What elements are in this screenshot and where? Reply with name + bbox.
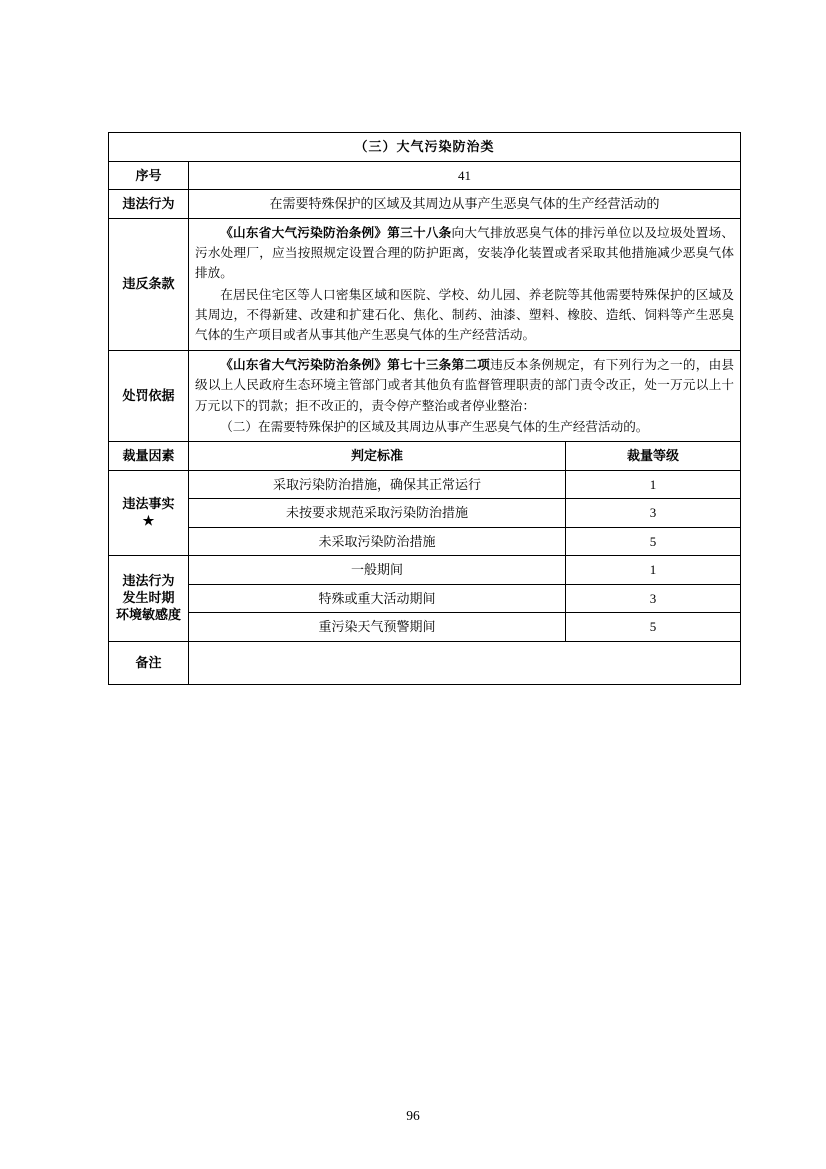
time-sensitivity-line-3: 环境敏感度 [115, 607, 181, 623]
header-grade: 裁量等级 [566, 442, 741, 471]
penalty-basis-law-ref: 《山东省大气污染防治条例》第七十三条第二项 [220, 357, 491, 372]
label-penalty-basis: 处罚依据 [109, 350, 189, 442]
violated-clause-paragraph-1 [195, 223, 734, 284]
grade-cell: 3 [566, 499, 741, 528]
grade-cell: 5 [566, 527, 741, 556]
grade-cell: 1 [566, 556, 741, 585]
violation-fact-label-text: 违法事实 [122, 496, 175, 512]
table-row-penalty-basis [109, 350, 741, 442]
criterion-cell: 重污染天气预警期间 [189, 613, 566, 642]
criterion-cell: 采取污染防治措施，确保其正常运行 [189, 470, 566, 499]
label-violation-act: 违法行为 [109, 190, 189, 219]
header-criterion: 判定标准 [189, 442, 566, 471]
value-serial: 41 [189, 161, 741, 190]
criterion-cell: 未按要求规范采取污染防治措施 [189, 499, 566, 528]
table-row-header-criteria [109, 442, 741, 471]
label-discretion-factor: 裁量因素 [109, 442, 189, 471]
grade-cell: 3 [566, 584, 741, 613]
table-row-remark [109, 641, 741, 684]
violated-clause-paragraph-2: 在居民住宅区等人口密集区域和医院、学校、幼儿园、养老院等其他需要特殊保护的区域及其周边，不得新建、改建和扩建石化、焦化、制药、油漆、塑料、橡胶、造纸、饲料等产生恶臭气体的生产项目或者从事其他产生恶臭气体的生产经营活动。 [195, 287, 735, 343]
label-violation-fact [109, 470, 189, 556]
page-title: （三）大气污染防治类 [109, 133, 741, 162]
grade-cell: 1 [566, 470, 741, 499]
violated-clause-law-ref: 《山东省大气污染防治条例》第三十八条 [220, 225, 452, 240]
label-time-sensitivity [109, 556, 189, 642]
page-number: 96 [406, 1108, 420, 1123]
table-row-violated-clause [109, 218, 741, 350]
table-row-serial [109, 161, 741, 190]
table-row [109, 499, 741, 528]
value-remark [189, 641, 741, 684]
table-row [109, 613, 741, 642]
criterion-cell: 一般期间 [189, 556, 566, 585]
label-violated-clause: 违反条款 [109, 218, 189, 350]
value-penalty-basis [189, 350, 741, 442]
criterion-cell: 特殊或重大活动期间 [189, 584, 566, 613]
time-sensitivity-line-1: 违法行为 [122, 573, 175, 589]
criterion-cell: 未采取污染防治措施 [189, 527, 566, 556]
value-violation-act: 在需要特殊保护的区域及其周边从事产生恶臭气体的生产经营活动的 [189, 190, 741, 219]
penalty-basis-text-1: 违反本条例规定，有下列行为之一的，由县级以上人民政府生态环境主管部门或者其他负有监督管理职责的部门责令改正，处一万元以上十万元以下的罚款；拒不改正的，责令停产整治或者停业整治： [195, 357, 735, 413]
table-row [109, 556, 741, 585]
grade-cell: 5 [566, 613, 741, 642]
table-row-violation-act [109, 190, 741, 219]
penalty-basis-paragraph-1 [195, 355, 734, 416]
table-row-title [109, 133, 741, 162]
label-serial: 序号 [109, 161, 189, 190]
time-sensitivity-line-2: 发生时期 [122, 590, 175, 606]
star-icon: ★ [142, 513, 155, 529]
penalty-discretion-table [108, 132, 741, 685]
penalty-basis-paragraph-2: （二）在需要特殊保护的区域及其周边从事产生恶臭气体的生产经营活动的。 [220, 420, 649, 435]
table-row [109, 584, 741, 613]
value-violated-clause [189, 218, 741, 350]
table-row [109, 527, 741, 556]
violated-clause-text-1: 向大气排放恶臭气体的排污单位以及垃圾处置场、污水处理厂，应当按照规定设置合理的防护距离，安装净化装置或者采取其他措施减少恶臭气体排放。 [195, 225, 735, 281]
label-remark: 备注 [109, 641, 189, 684]
table-row [109, 470, 741, 499]
